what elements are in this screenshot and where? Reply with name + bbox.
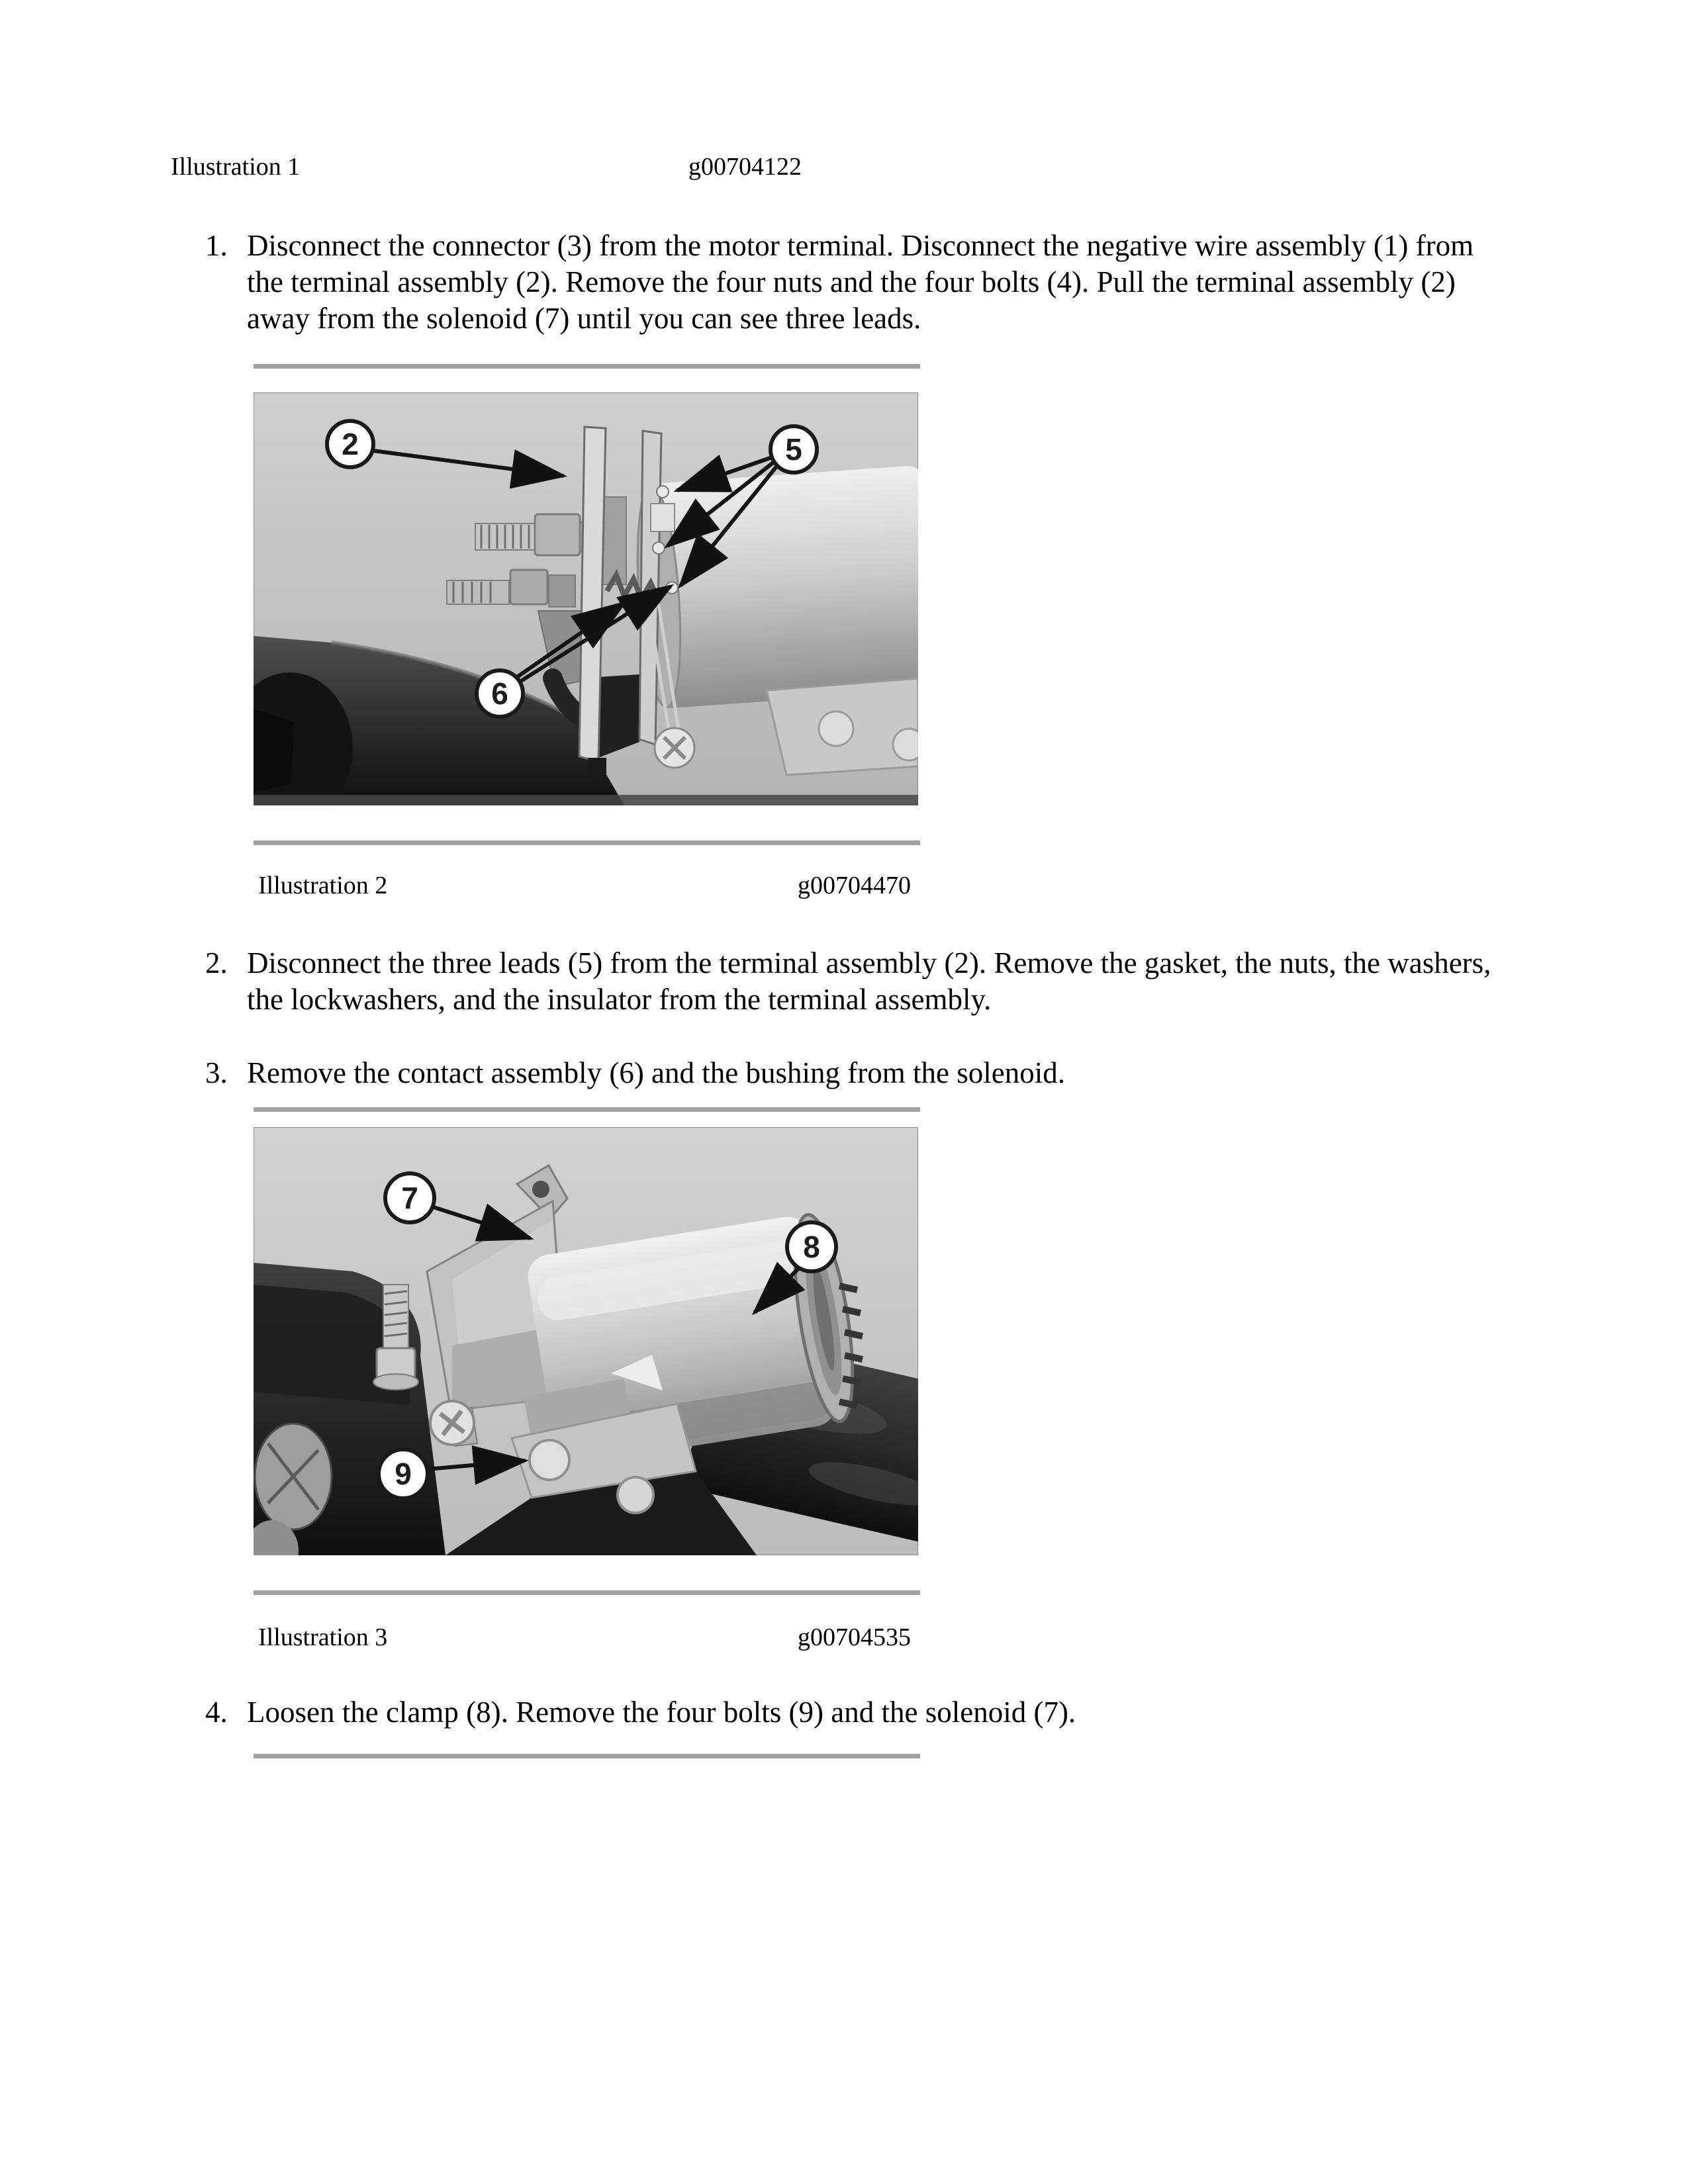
callout-7-label: 7: [401, 1181, 418, 1215]
illustration-2-ref-number: g00704470: [798, 872, 911, 899]
illustration-3-label: Illustration 3: [258, 1623, 388, 1651]
separator-rule: [254, 1754, 920, 1758]
separator-rule: [254, 841, 920, 845]
step-1-text: Disconnect the connector (3) from the motor terminal. Disconnect the negative wire assembly (1) from the terminal assembly (2). Remove the four nuts and the four bolts (4). Pull the terminal assembly (2) away from the solenoid (7) until you can see three leads.: [247, 229, 1474, 335]
bracket-bolt: [530, 1440, 569, 1480]
photo-1-graphic: [254, 392, 918, 805]
step-2-number: 2.: [205, 946, 228, 979]
callout-2-label: 2: [342, 427, 359, 461]
illustration-1-ref-number: g00704122: [688, 153, 802, 181]
illustration-2-label: Illustration 2: [258, 872, 388, 899]
illustration-1-label: Illustration 1: [171, 153, 301, 181]
callout-9-label: 9: [395, 1457, 412, 1491]
callout-8-label: 8: [803, 1230, 820, 1264]
step-1-number: 1.: [205, 229, 228, 262]
callout-6-label: 6: [491, 676, 508, 711]
phillips-screw: [430, 1401, 474, 1445]
step-2-text: Disconnect the three leads (5) from the terminal assembly (2). Remove the gasket, the nuts, the washers, the lockwashers, and the insulator from the terminal assembly.: [247, 946, 1491, 1016]
illustration-3-ref-number: g00704535: [798, 1623, 911, 1651]
step-3-number: 3.: [205, 1056, 228, 1089]
illustration-photo-2: [254, 1127, 918, 1555]
separator-rule: [254, 1107, 920, 1112]
step-3-text: Remove the contact assembly (6) and the bushing from the solenoid.: [247, 1056, 1065, 1089]
photo-2-graphic: [254, 1127, 918, 1555]
step-4-number: 4.: [205, 1696, 228, 1729]
separator-rule: [254, 364, 920, 369]
separator-rule: [254, 1590, 920, 1595]
step-4-text: Loosen the clamp (8). Remove the four bolts (9) and the solenoid (7).: [247, 1696, 1076, 1729]
bracket-bolt: [618, 1477, 653, 1513]
mounting-bracket: [767, 678, 918, 775]
phillips-screw: [655, 728, 694, 768]
illustration-photo-1: [254, 392, 918, 805]
callout-5-label: 5: [785, 432, 802, 467]
